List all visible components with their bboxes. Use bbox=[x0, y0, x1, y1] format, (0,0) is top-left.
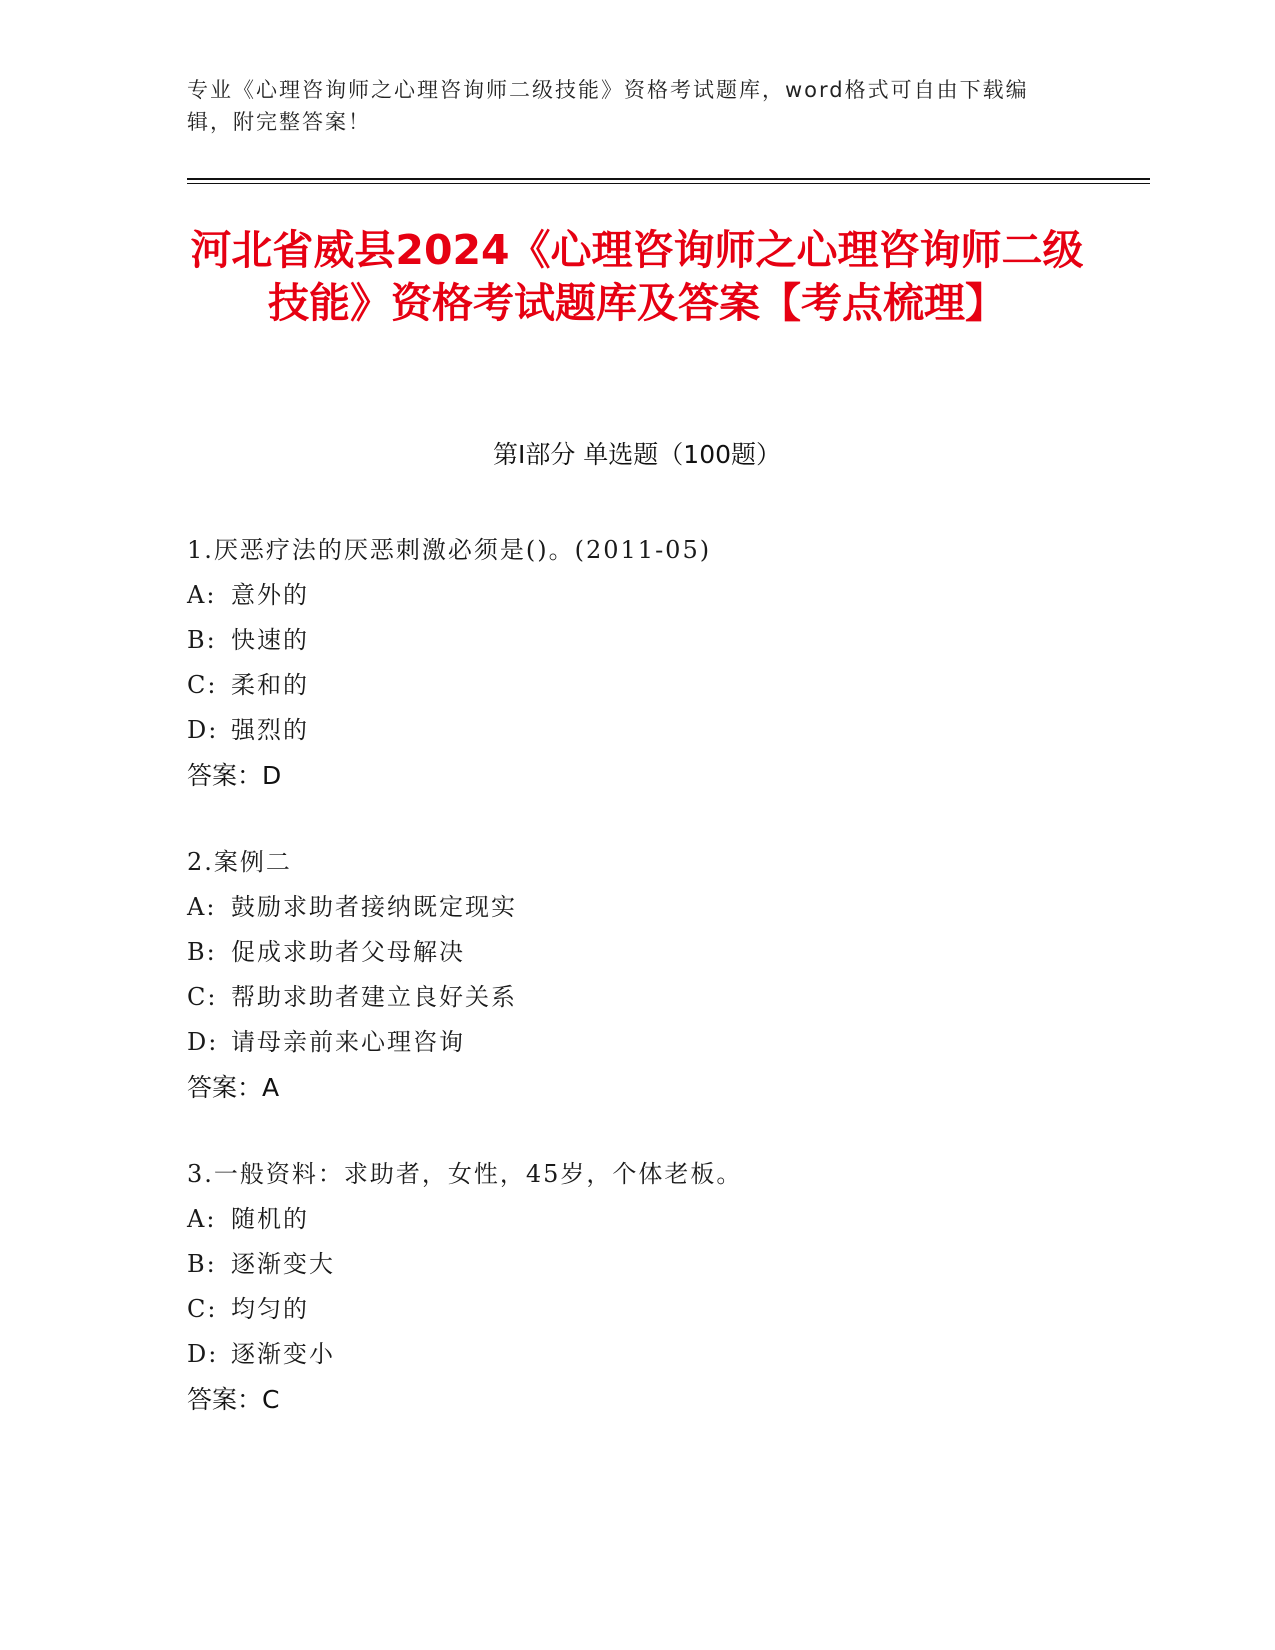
document-title: 河北省威县2024《心理咨询师之心理咨询师二级技能》资格考试题库及答案【考点梳理】 bbox=[190, 226, 1084, 327]
option-letter: A: bbox=[187, 1205, 217, 1233]
option-b bbox=[187, 930, 1087, 975]
option-text: 均匀的 bbox=[231, 1295, 309, 1323]
question-1 bbox=[187, 528, 1087, 798]
answer-line bbox=[187, 753, 1087, 798]
question-stem: 1.厌恶疗法的厌恶刺激必须是()。(2011-05) bbox=[187, 536, 712, 564]
option-text: 请母亲前来心理咨询 bbox=[231, 1028, 465, 1056]
option-text: 柔和的 bbox=[231, 671, 309, 699]
option-letter: B: bbox=[187, 626, 217, 654]
option-text: 快速的 bbox=[231, 626, 309, 654]
answer-value: D bbox=[262, 761, 282, 790]
option-letter: C: bbox=[187, 983, 218, 1011]
option-c bbox=[187, 1287, 1087, 1332]
option-text: 强烈的 bbox=[231, 716, 309, 744]
answer-value: A bbox=[262, 1073, 280, 1102]
answer-prefix: 答案： bbox=[187, 761, 263, 790]
answer-prefix: 答案： bbox=[187, 1385, 263, 1414]
answer-line bbox=[187, 1065, 1087, 1110]
answer-value: C bbox=[262, 1385, 280, 1414]
question-2 bbox=[187, 840, 1087, 1110]
option-text: 逐渐变大 bbox=[231, 1250, 335, 1278]
option-b bbox=[187, 1242, 1087, 1287]
option-text: 随机的 bbox=[231, 1205, 309, 1233]
option-letter: D: bbox=[187, 1340, 219, 1368]
option-text: 帮助求助者建立良好关系 bbox=[231, 983, 517, 1011]
question-stem: 3.一般资料：求助者，女性，45岁，个体老板。 bbox=[187, 1160, 743, 1188]
option-a bbox=[187, 885, 1087, 930]
option-letter: C: bbox=[187, 1295, 218, 1323]
option-text: 意外的 bbox=[231, 581, 309, 609]
option-letter: B: bbox=[187, 938, 217, 966]
option-letter: D: bbox=[187, 1028, 219, 1056]
option-letter: A: bbox=[187, 581, 217, 609]
header-rule-thick bbox=[187, 178, 1150, 180]
option-text: 鼓励求助者接纳既定现实 bbox=[231, 893, 517, 921]
header-note: 专业《心理咨询师之心理咨询师二级技能》资格考试题库，word格式可自由下载编辑，附完整答案！ bbox=[187, 78, 1029, 134]
option-letter: A: bbox=[187, 893, 217, 921]
option-letter: D: bbox=[187, 716, 219, 744]
option-text: 逐渐变小 bbox=[231, 1340, 335, 1368]
question-3 bbox=[187, 1152, 1087, 1422]
option-c bbox=[187, 975, 1087, 1020]
section-title: 第Ⅰ部分 单选题（100题） bbox=[492, 440, 782, 469]
option-d bbox=[187, 1332, 1087, 1377]
option-a bbox=[187, 573, 1087, 618]
question-stem: 2.案例二 bbox=[187, 848, 292, 876]
option-a bbox=[187, 1197, 1087, 1242]
answer-line bbox=[187, 1377, 1087, 1422]
option-letter: B: bbox=[187, 1250, 217, 1278]
option-text: 促成求助者父母解决 bbox=[231, 938, 465, 966]
answer-prefix: 答案： bbox=[187, 1073, 263, 1102]
option-c bbox=[187, 663, 1087, 708]
option-d bbox=[187, 708, 1087, 753]
option-d bbox=[187, 1020, 1087, 1065]
option-letter: C: bbox=[187, 671, 218, 699]
question-list bbox=[187, 528, 1087, 1464]
option-b bbox=[187, 618, 1087, 663]
header-rule-thin bbox=[187, 183, 1150, 184]
